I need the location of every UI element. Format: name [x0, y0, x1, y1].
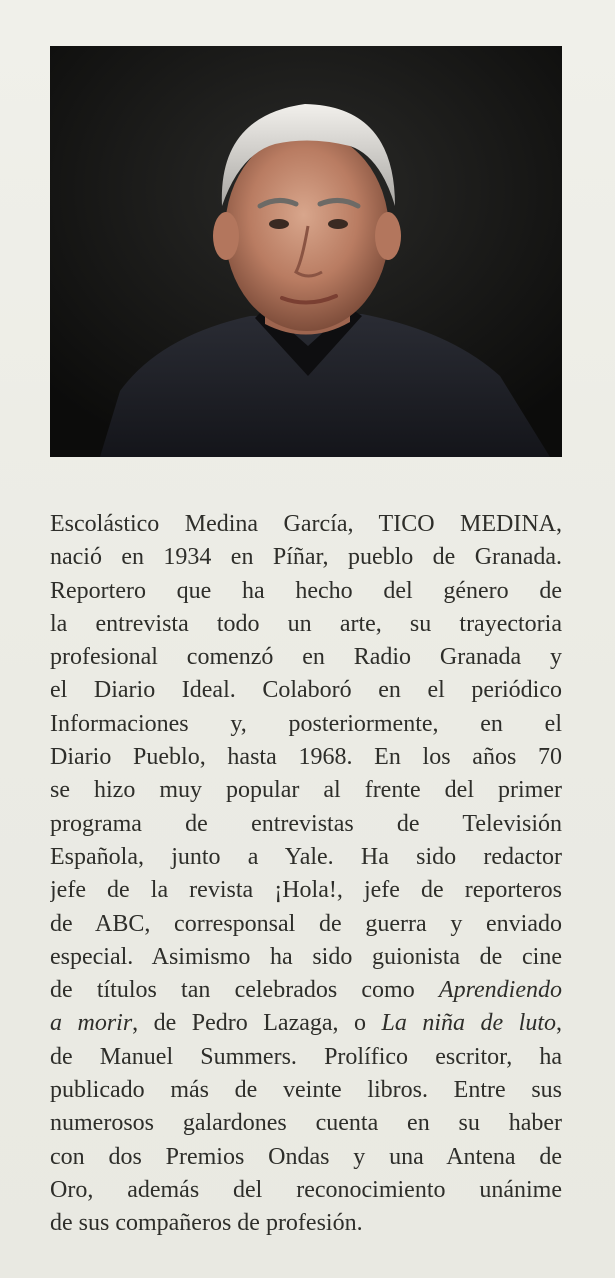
- film-title: a morir: [50, 1010, 133, 1037]
- bio-text: especial. Asimismo ha sido guionista de cine: [50, 943, 562, 970]
- bio-line: [50, 674, 562, 707]
- bio-line: [50, 1174, 562, 1207]
- bio-line: [50, 774, 562, 807]
- author-portrait-photo: [50, 46, 562, 457]
- bio-line: [50, 508, 562, 541]
- bio-text: de Manuel Summers. Prolífico escritor, ha: [50, 1043, 562, 1070]
- bio-text: , de Pedro Lazaga, o: [132, 1010, 382, 1037]
- bio-line: [50, 841, 562, 874]
- bio-line: [50, 741, 562, 774]
- author-biography: [50, 508, 562, 1241]
- bio-text: la entrevista todo un arte, su trayectoria: [50, 610, 562, 637]
- bio-text: se hizo muy popular al frente del primer: [50, 777, 562, 804]
- bio-text: Informaciones y, posteriormente, en el: [50, 710, 562, 737]
- bio-line: [50, 608, 562, 641]
- bio-text: publicado más de veinte libros. Entre sus: [50, 1077, 562, 1104]
- bio-text: ,: [556, 1010, 562, 1037]
- bio-line: [50, 1207, 562, 1240]
- bio-text: Escolástico Medina García, TICO MEDINA,: [50, 511, 562, 537]
- film-title: La niña de luto: [381, 1010, 556, 1037]
- bio-line: [50, 974, 562, 1007]
- bio-text: de sus compañeros de profesión.: [50, 1210, 363, 1237]
- bio-line: [50, 941, 562, 974]
- bio-line: [50, 708, 562, 741]
- bio-text: con dos Premios Ondas y una Antena de: [50, 1143, 562, 1170]
- bio-text: de títulos tan celebrados como: [50, 977, 439, 1004]
- film-title: Aprendiendo: [438, 977, 562, 1004]
- bio-line: [50, 874, 562, 907]
- bio-text: programa de entrevistas de Televisión: [50, 810, 562, 837]
- bio-line: [50, 808, 562, 841]
- bio-text: Oro, además del reconocimiento unánime: [50, 1176, 562, 1203]
- bio-line: [50, 1074, 562, 1107]
- bio-line: [50, 575, 562, 608]
- bio-line: [50, 1007, 562, 1040]
- bio-text: Diario Pueblo, hasta 1968. En los años 70: [50, 744, 562, 771]
- bio-line: [50, 1107, 562, 1140]
- bio-text: Española, junto a Yale. Ha sido redactor: [50, 843, 562, 870]
- bio-line: [50, 541, 562, 574]
- bio-line: [50, 1041, 562, 1074]
- bio-text: el Diario Ideal. Colaboró en el periódico: [50, 677, 562, 704]
- bio-line: [50, 908, 562, 941]
- bio-line: [50, 641, 562, 674]
- bio-text: profesional comenzó en Radio Granada y: [50, 644, 562, 671]
- bio-text: Reportero que ha hecho del género de: [50, 577, 562, 604]
- bio-text: numerosos galardones cuenta en su haber: [50, 1110, 562, 1137]
- bio-text: nació en 1934 en Píñar, pueblo de Granada.: [50, 544, 562, 571]
- bio-text: de ABC, corresponsal de guerra y enviado: [50, 910, 562, 937]
- bio-text: jefe de la revista ¡Hola!, jefe de reporteros: [50, 877, 562, 904]
- bio-line: [50, 1141, 562, 1174]
